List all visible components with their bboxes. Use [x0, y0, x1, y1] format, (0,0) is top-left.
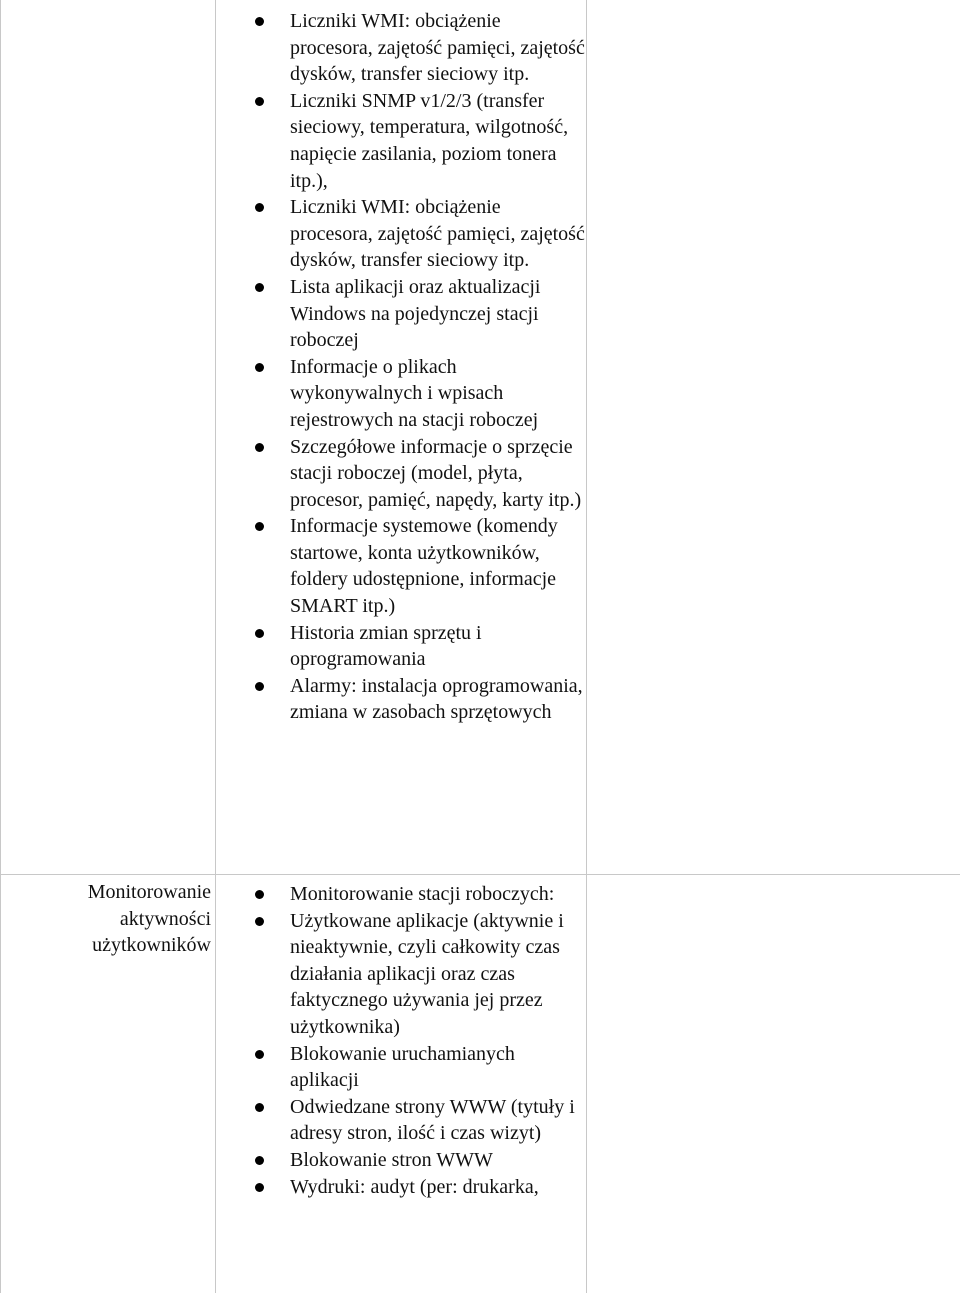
bullet-icon	[255, 1050, 264, 1059]
list-item	[250, 354, 586, 434]
list-item-text: Alarmy: instalacja oprogramowania, zmiana w zasobach sprzętowych	[290, 674, 583, 724]
bullet-icon	[255, 917, 264, 926]
column-divider	[586, 0, 587, 1293]
bullet-icon	[255, 890, 264, 899]
bullet-icon	[255, 1103, 264, 1112]
list-item	[250, 88, 586, 194]
bullet-icon	[255, 97, 264, 106]
requirement-list	[250, 881, 586, 1200]
list-item	[250, 274, 586, 354]
list-item	[250, 620, 586, 673]
list-item-text: Użytkowane aplikacje (aktywnie i nieaktywnie, czyli całkowity czas działania aplikacji oraz czas faktycznego używania jej przez użytkownika)	[290, 909, 564, 1038]
list-item-text: Blokowanie stron WWW	[290, 1148, 493, 1171]
list-item-text: Historia zmian sprzętu i oprogramowania	[290, 621, 482, 671]
row-divider	[0, 874, 960, 875]
list-item	[250, 194, 586, 274]
list-item	[250, 1174, 586, 1201]
list-item	[250, 434, 586, 514]
requirement-list	[250, 8, 586, 726]
table-left-border	[0, 0, 1, 1293]
bullet-icon	[255, 1183, 264, 1192]
list-item-text: Blokowanie uruchamianych aplikacji	[290, 1042, 515, 1092]
list-item-text: Informacje o plikach wykonywalnych i wpisach rejestrowych na stacji roboczej	[290, 355, 539, 431]
bullet-icon	[255, 203, 264, 212]
list-item-text: Szczegółowe informacje o sprzęcie stacji roboczej (model, płyta, procesor, pamięć, napędy, karty itp.)	[290, 435, 582, 511]
bullet-icon	[255, 682, 264, 691]
list-item-text: Odwiedzane strony WWW (tytuły i adresy stron, ilość i czas wizyt)	[290, 1095, 575, 1145]
bullet-icon	[255, 17, 264, 26]
bullet-icon	[255, 629, 264, 638]
bullet-icon	[255, 443, 264, 452]
list-item-text: Lista aplikacji oraz aktualizacji Windows na pojedynczej stacji roboczej	[290, 275, 541, 352]
list-item-text: Liczniki SNMP v1/2/3 (transfer sieciowy, temperatura, wilgotność, napięcie zasilania, poziom tonera itp.),	[290, 89, 569, 192]
bullet-icon	[255, 283, 264, 292]
list-item	[250, 908, 586, 1041]
list-item	[250, 881, 586, 908]
row-label: Monitorowanie aktywności użytkowników	[87, 881, 211, 956]
bullet-icon	[255, 522, 264, 531]
bullet-icon	[255, 363, 264, 372]
bullet-icon	[255, 1156, 264, 1165]
list-item-text: Liczniki WMI: obciążenie procesora, zajętość pamięci, zajętość dysków, transfer sieciowy itp.	[290, 10, 585, 86]
list-item	[250, 1094, 586, 1147]
list-item-text: Monitorowanie stacji roboczych:	[290, 883, 555, 905]
list-item-text: Informacje systemowe (komendy startowe, konta użytkowników, foldery udostępnione, informacje SMART itp.)	[290, 515, 558, 618]
list-item	[250, 8, 586, 88]
list-item-text: Liczniki WMI: obciążenie procesora, zajętość pamięci, zajętość dysków, transfer sieciowy itp.	[290, 196, 585, 272]
list-item-text: Wydruki: audyt (per: drukarka,	[290, 1175, 539, 1198]
list-item	[250, 673, 586, 726]
list-item	[250, 1041, 586, 1094]
list-item	[250, 513, 586, 619]
list-item	[250, 1147, 586, 1174]
column-divider	[215, 0, 216, 1293]
